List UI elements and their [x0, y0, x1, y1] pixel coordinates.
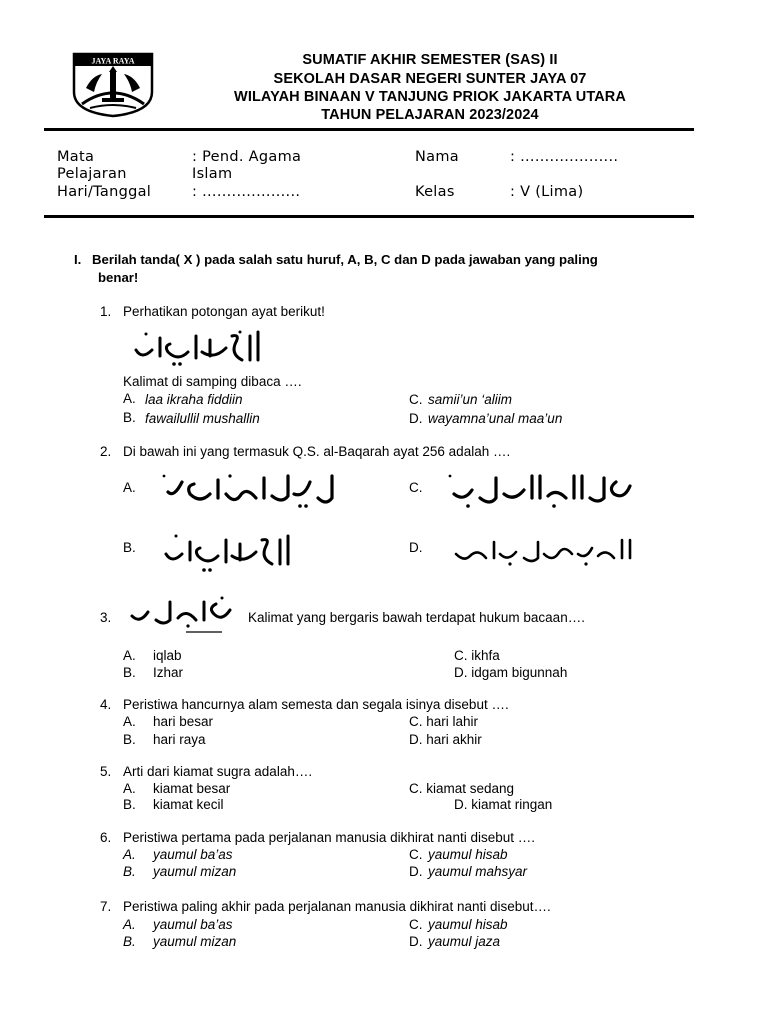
q7-option-c[interactable]: yaumul hisab — [428, 917, 508, 932]
instruction-number: I. — [74, 252, 82, 267]
q1-option-c[interactable]: samii’un ‘aliim — [428, 392, 513, 407]
q1-option-b[interactable]: fawailullil mushallin — [145, 411, 260, 426]
q2-text: Di bawah ini yang termasuk Q.S. al-Baqarah ayat 256 adalah …. — [123, 444, 511, 459]
q2-option-b-arabic-image[interactable] — [160, 530, 296, 576]
q1-number: 1. — [100, 304, 112, 319]
q6-option-c[interactable]: yaumul hisab — [428, 847, 508, 862]
q2-option-c-arabic-image[interactable] — [444, 468, 638, 512]
q6-option-a[interactable]: yaumul ba’as — [153, 847, 233, 862]
header-title: SUMATIF AKHIR SEMESTER (SAS) II — [302, 52, 558, 68]
mapel-value-1: : Pend. Agama — [192, 149, 302, 165]
q6-option-a-label: A. — [123, 847, 136, 862]
q5-option-a[interactable]: kiamat besar — [153, 781, 231, 796]
q1-option-a[interactable]: laa ikraha fiddiin — [145, 392, 243, 407]
q1-arabic-verse-image — [130, 326, 266, 370]
header-year: TAHUN PELAJARAN 2023/2024 — [321, 107, 539, 123]
q1-option-c-label: C. — [409, 392, 423, 407]
q6-text: Peristiwa pertama pada perjalanan manusia dikhirat nanti disebut …. — [123, 830, 535, 845]
q4-option-b-label: B. — [123, 732, 136, 747]
q5-number: 5. — [100, 764, 112, 779]
q2-option-b-label: B. — [123, 540, 136, 555]
q2-option-d-arabic-image[interactable] — [446, 534, 638, 570]
q3-option-b[interactable]: Izhar — [153, 665, 184, 680]
q3-option-c[interactable]: C. ikhfa — [454, 648, 500, 663]
school-logo — [72, 52, 154, 118]
q7-option-d[interactable]: yaumul jaza — [428, 934, 501, 949]
q3-arabic-underlined-image — [126, 594, 238, 634]
q5-option-c[interactable]: C. kiamat sedang — [409, 781, 515, 796]
q1-after-text: Kalimat di samping dibaca …. — [123, 374, 302, 389]
q1-text: Perhatikan potongan ayat berikut! — [123, 304, 325, 319]
q2-option-a-label: A. — [123, 480, 136, 495]
q7-number: 7. — [100, 899, 112, 914]
q6-number: 6. — [100, 830, 112, 845]
q7-option-b[interactable]: yaumul mizan — [153, 934, 237, 949]
q4-text: Peristiwa hancurnya alam semesta dan segala isinya disebut …. — [123, 697, 509, 712]
q4-option-b[interactable]: hari raya — [153, 732, 206, 747]
q6-option-d-label: D. — [409, 864, 423, 879]
q2-option-d-label: D. — [409, 540, 423, 555]
q3-option-b-label: B. — [123, 665, 136, 680]
tanggal-field[interactable]: : .................... — [192, 184, 301, 200]
q1-option-b-label: B. — [123, 410, 136, 425]
q2-option-c-label: C. — [409, 480, 423, 495]
q5-text: Arti dari kiamat sugra adalah…. — [123, 764, 313, 779]
q3-option-a[interactable]: iqlab — [153, 648, 182, 663]
q5-option-b[interactable]: kiamat kecil — [153, 797, 224, 812]
q3-number: 3. — [100, 610, 112, 625]
q1-option-d[interactable]: wayamna’unal maa’un — [428, 411, 563, 426]
q6-option-b[interactable]: yaumul mizan — [153, 864, 237, 879]
tanggal-label: Hari/Tanggal — [57, 184, 152, 200]
header-divider — [44, 128, 694, 131]
q4-option-a-label: A. — [123, 714, 136, 729]
q1-option-a-label: A. — [123, 391, 136, 406]
q5-option-b-label: B. — [123, 797, 136, 812]
q4-number: 4. — [100, 697, 112, 712]
q7-option-c-label: C. — [409, 917, 423, 932]
q5-option-d[interactable]: D. kiamat ringan — [454, 797, 553, 812]
q7-option-a[interactable]: yaumul ba’as — [153, 917, 233, 932]
mapel-label-2: Pelajaran — [57, 166, 127, 182]
q3-option-d[interactable]: D. idgam bigunnah — [454, 665, 568, 680]
info-divider — [44, 215, 694, 218]
nama-label: Nama — [415, 149, 459, 165]
q7-option-d-label: D. — [409, 934, 423, 949]
mapel-label-1: Mata — [57, 149, 95, 165]
q5-option-a-label: A. — [123, 781, 136, 796]
q2-option-a-arabic-image[interactable] — [160, 468, 340, 512]
logo-text: JAYA RAYA — [91, 56, 135, 66]
q7-option-a-label: A. — [123, 917, 136, 932]
nama-field[interactable]: : .................... — [510, 149, 619, 165]
q7-text: Peristiwa paling akhir pada perjalanan manusia dikhirat nanti disebut…. — [123, 899, 551, 914]
kelas-value: : V (Lima) — [510, 184, 584, 200]
q6-option-c-label: C. — [409, 847, 423, 862]
header-school: SEKOLAH DASAR NEGERI SUNTER JAYA 07 — [273, 71, 587, 87]
q3-text: Kalimat yang bergaris bawah terdapat hukum bacaan…. — [248, 610, 585, 625]
kelas-label: Kelas — [415, 184, 455, 200]
q4-option-d[interactable]: D. hari akhir — [409, 732, 482, 747]
instruction-line-2: benar! — [98, 270, 139, 285]
q2-number: 2. — [100, 444, 112, 459]
q7-option-b-label: B. — [123, 934, 136, 949]
q3-option-a-label: A. — [123, 648, 136, 663]
q6-option-d[interactable]: yaumul mahsyar — [428, 864, 528, 879]
mapel-value-2: Islam — [192, 166, 233, 182]
q1-option-d-label: D. — [409, 411, 423, 426]
q4-option-c[interactable]: C. hari lahir — [409, 714, 479, 729]
header-region: WILAYAH BINAAN V TANJUNG PRIOK JAKARTA UTARA — [234, 89, 626, 105]
q6-option-b-label: B. — [123, 864, 136, 879]
q4-option-a[interactable]: hari besar — [153, 714, 214, 729]
instruction-line-1: Berilah tanda( X ) pada salah satu huruf, A, B, C dan D pada jawaban yang paling — [92, 252, 598, 267]
